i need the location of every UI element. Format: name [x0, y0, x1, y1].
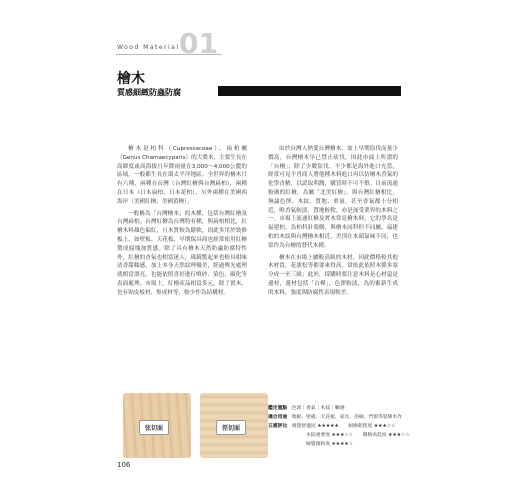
wood-sample-flat-sawn: [123, 393, 191, 458]
spec-value: 視覺舒適度 ★★★★★ 耐磨耗程度 ★★★☆☆: [291, 424, 396, 429]
spec-value: 木紋重要度 ★★★☆☆ 價格高低度 ★★★☆☆: [306, 433, 410, 438]
body-paragraph: 一般稱為「台灣檜木」的木種，包括台灣紅檜及台灣扁柏。台灣紅檜為台灣特有種，與扁柏相比，紅檜木料顏色偏紅，且木質較為鬆軟，因此多用於裝修板上，如壁板、天花板、早期保具商也經常使用紅檜製成寢塊加質感。除了具有檜木天然防蟲防腐特性外，紅檜的香氣也相當迷人，珠鏡驚起來也較具柑味清香甜糯感，加上本身天然紋理優美，經過傳光處理就相當漂亮，也能依照喜好進行噴砂、染色、碳化等表面處理。市場上，紅檜產品相當多元，除了實木，也有貼皮板材、集成材等，較少作為結構材。: [117, 210, 247, 296]
spec-value: 地板、壁板、天花板、家具、浴桶、門窗等裝修木作: [291, 415, 403, 420]
chapter-number: 01: [179, 27, 218, 60]
sample-label: 弦切面: [139, 420, 169, 435]
body-paragraph: 由於台灣人熱愛台灣檜木，加上早期盜伐而量少價高，台灣檜木早已禁止砍伐，因此市面上所謂的「台檜」，除了少數盜伐、不少都是海外進口充當，經常可見不肖商人將他種木料進口再以仿檜木香氣的化學香精，以謊取利潤，購買時不可不慎。目前流通較廣的紅檜，為屬「北美紅檜」，與台灣紅檜相比，無論色澤、木紋、質地、重量、甚至香氣都十分相近，唯香氣較淡、質地較軟，亦是深受業界的木料之一。市場上流通紅檜及實木常見檜木料，它的學名是福建柏，為柏科針葉樹，與檜木同科但不同屬，福建柏的木紋與台灣檜木相近，差別在木頭氣味不同，也常作為台檜的替代木種。: [268, 146, 398, 249]
wood-sample-quarter-sawn: [200, 393, 268, 458]
page-number: 106: [117, 461, 131, 469]
spec-key: 鑑定重點: [268, 406, 288, 411]
spec-value: 色澤｜香氣｜木紋｜觸感: [291, 406, 345, 411]
spec-row: [268, 440, 418, 449]
header-divider: [116, 54, 222, 55]
body-column-right: [268, 145, 398, 301]
section-kicker: Wood Material: [117, 44, 180, 51]
page-title: 檜木: [117, 71, 145, 87]
spec-key: 適合用途: [268, 415, 288, 420]
spec-row: [268, 422, 418, 431]
page-subtitle: 質感細緻防蟲防腐: [117, 88, 181, 97]
sample-label: 徑切面: [216, 420, 246, 435]
spec-value: 味覺親和度 ★★★★☆: [306, 442, 354, 447]
spec-row: [268, 413, 418, 422]
spec-row: [268, 404, 418, 413]
spec-row: [268, 431, 418, 440]
body-column-left: [117, 145, 247, 301]
spec-key: 五感評比: [268, 424, 288, 429]
spec-table: [268, 404, 418, 449]
title-decor-bar: [218, 86, 401, 96]
body-paragraph: 檜木在市場上屬較高級的木材，因此價格較其他木材貴，花旗松等都要來得高，常依此依照木節多寡分成一至三級；此外，採購時要注意木料是心材還是邊材，邊材包括「白樺」，色澤較淡，為的審新生成的木料，強度與防腐性表現較差。: [268, 254, 398, 296]
body-paragraph: 檜木是柏科（Cupressaceae）、扁柏屬（Genus Chamaecyparis）的大喬木，主要生長在高緯度或高海拔且年降雨量在3,000～4,000公釐的區域，一般都生長在環太平洋地區。全世界的檜木只有六種，兩種在台灣（台灣紅檜與台灣扁柏），兩種在日本（日本扁柏、日本花柏），另外兩種在美國西海岸（美國紅檜、美國黃檜）。: [117, 146, 248, 205]
